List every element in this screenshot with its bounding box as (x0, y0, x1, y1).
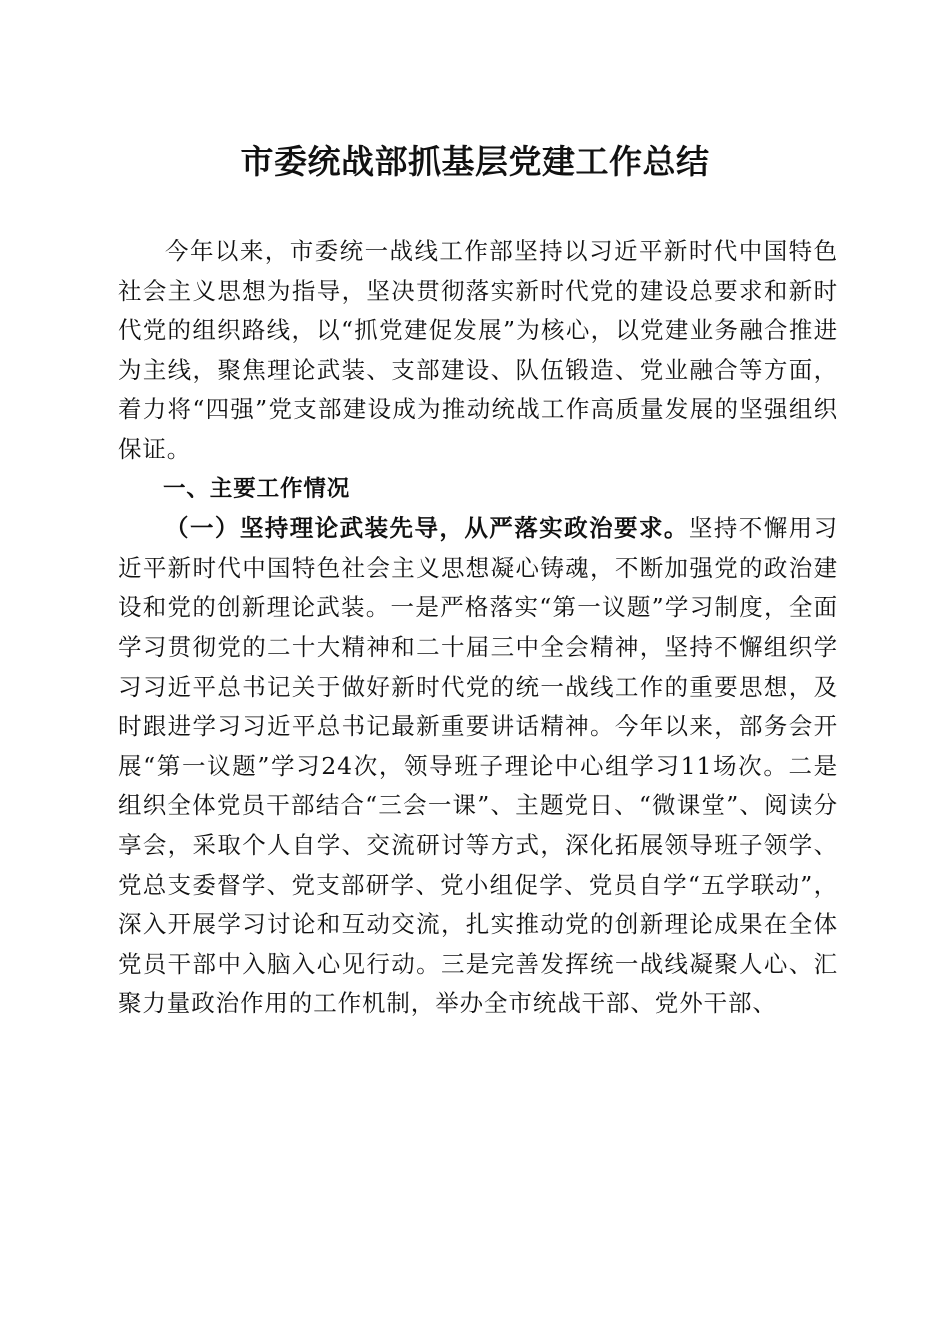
intro-paragraph: 今年以来，市委统一战线工作部坚持以习近平新时代中国特色社会主义思想为指导，坚决贯彻落实新时代党的建设总要求和新时代党的组织路线，以“抓党建促发展”为核心，以党建业务融合推进为主线，聚焦理论武装、支部建设、队伍锻造、党业融合等方面，着力将“四强”党支部建设成为推动统战工作高质量发展的坚强组织保证。 (118, 237, 838, 463)
section-heading: 一、主要工作情况 (163, 475, 351, 502)
document-title: 市委统战部抓基层党建工作总结 (240, 142, 710, 181)
document-body (118, 232, 838, 1024)
subsection-paragraph (118, 509, 838, 1024)
subsection-heading: （一）坚持理论武装先导，从严落实政治要求。 (165, 514, 689, 543)
subsection-body: 坚持不懈用习近平新时代中国特色社会主义思想凝心铸魂，不断加强党的政治建设和党的创新理论武装。一是严格落实“第一议题”学习制度，全面学习贯彻党的二十大精神和二十届三中全会精神，坚持不懈组织学习习近平总书记关于做好新时代党的统一战线工作的重要思想，及时跟进学习习近平总书记最新重要讲话精神。今年以来，部务会开展“第一议题”学习24次，领导班子理论中心组学习11场次。二是组织全体党员干部结合“三会一课”、主题党日、“微课堂”、阅读分享会，采取个人自学、交流研讨等方式，深化拓展领导班子领学、党总支委督学、党支部研学、党小组促学、党员自学“五学联动”，深入开展学习讨论和互动交流，扎实推动党的创新理论成果在全体党员干部中入脑入心见行动。三是完善发挥统一战线凝聚人心、汇聚力量政治作用的工作机制，举办全市统战干部、党外干部、 (118, 514, 838, 1018)
